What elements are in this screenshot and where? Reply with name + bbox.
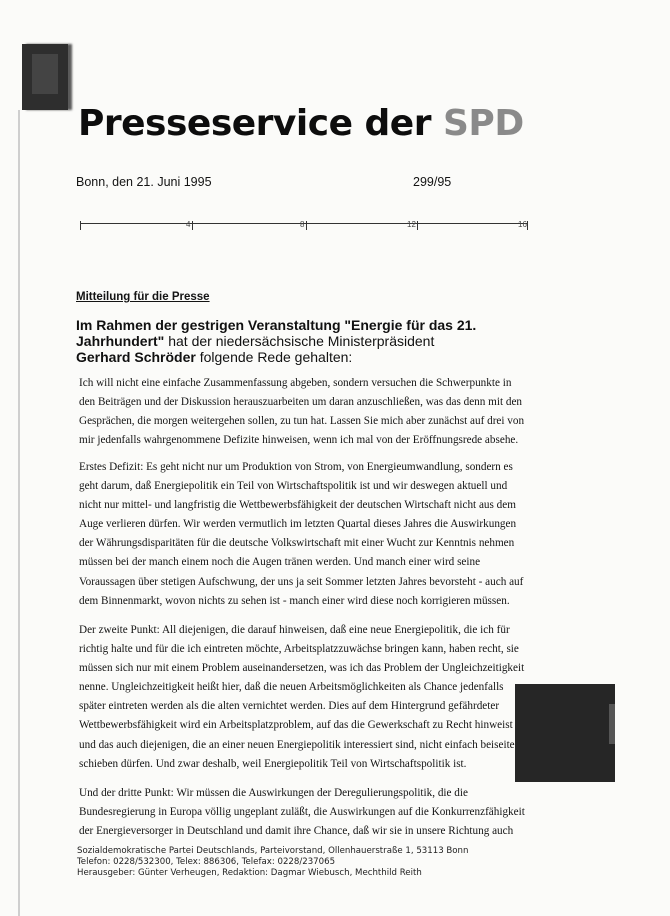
text-line: schieben dürfen. Und zwar deshalb, weil Energiepolitik Teil von Wirtschaftspolitik ist. [79,757,467,770]
lead-speaker: Gerhard Schröder [76,349,196,365]
text-line: müssen sich nur mit einem Problem auseinandersetzen, was ich das Problem der Ungleichzeitigkeit [79,662,525,675]
paragraph-2 [79,458,523,611]
text-line: mir jedenfalls wahrgenommene Defizite hinweisen, wenn ich mal von der Eröffnungsrede absehe. [79,434,519,447]
text-line: dem Binnenmarkt, wovon nichts zu sehen ist - manch einer wird diese noch korrigieren müssen. [79,594,510,607]
ruler-label: 4 [186,220,191,229]
paragraph-3 [79,621,524,774]
text-line: Wettbewerbsfähigkeit wird ein Arbeitsplatzproblem, auf das die Gewerkschaft zu Recht hinweist [79,719,513,732]
release-number: 299/95 [413,175,452,189]
text-line: geht darum, daß Energiepolitik ein Teil von Wirtschaftspolitik ist und wir deswegen aktuell und [79,480,508,493]
ruler-label: 8 [300,220,305,229]
text-line: später eintreten werden als die alten vernichtet werden. Dies auf dem Hintergrund gefährdeter [79,700,500,713]
ruler-label: 12 [407,220,416,229]
paragraph-4 [79,784,525,841]
paragraph-1 [79,374,524,450]
lead-line-2b: hat der niedersächsische Ministerpräsident [164,333,435,349]
party-name: SPD [443,103,524,144]
text-line: Erstes Defizit: Es geht nicht nur um Produktion von Strom, von Energieumwandlung, sondern es [79,461,513,473]
ruler-label: 16 [518,220,527,229]
footer-publisher: Herausgeber: Günter Verheugen, Redaktion: Dagmar Wiebusch, Mechthild Reith [77,868,422,878]
text-line: Bundesregierung in Europa völlig ungeplant zuläßt, die Auswirkungen auf die Konkurrenzfähigkeit [79,806,525,819]
text-line: Auge verlieren dürfen. Wir werden vermutlich im letzten Quartal dieses Jahres die Auswirkungen [79,518,517,531]
text-line: und das auch diejenigen, die an einer neuen Energiepolitik interessiert sind, nicht einfach beiseite [79,738,515,751]
ruler-tick [527,221,528,230]
text-line: Der zweite Punkt: All diejenigen, die darauf hinweisen, daß eine neue Energiepolitik, die ich für [79,624,510,636]
ruler-tick [192,221,193,230]
scan-edge [18,110,20,916]
text-line: der Energieversorger in Deutschland und damit ihre Chance, daß wir sie in unsere Richtung auch [79,825,514,838]
footer [77,846,468,879]
footer-address: Sozialdemokratische Partei Deutschlands, Parteivorstand, Ollenhauerstraße 1, 53113 Bonn [77,846,469,856]
letterhead-title: Presseservice der SPD [78,103,524,144]
lead-paragraph [76,317,496,365]
ruler-tick [80,221,81,230]
date-line: Bonn, den 21. Juni 1995 [76,175,212,189]
text-line: Voraussagen über stetigen Aufschwung, der uns ja seit Sommer letzten Jahres bevorsteht - auch auf [79,575,524,588]
text-line: Gesprächen, die morgen weitergehen sollen, zu tun hat. Lassen Sie mich aber zunächst auf drei von [79,415,525,428]
text-line: Ich will nicht eine einfache Zusammenfassung abgeben, sondern versuchen die Schwerpunkte in [79,377,512,389]
ruler [80,219,528,231]
text-line: den Beiträgen und der Diskussion herauszuarbeiten um daran anzuschließen, was das denn mit den [79,396,523,409]
ruler-tick [417,221,418,230]
text-line: Und der dritte Punkt: Wir müssen die Auswirkungen der Deregulierungspolitik, die die [79,787,468,799]
text-line: müssen bei der manch einem noch die Augen tränen werden. Und manch einer wird seine [79,556,481,569]
text-line: nicht nur mittel- und langfristig die Wettbewerbsfähigkeit der deutschen Wirtschaft nicht aus dem [79,499,516,512]
ruler-tick [306,221,307,230]
lead-line-3b: folgende Rede gehalten: [195,349,353,365]
lead-line-2a: Jahrhundert" [76,333,165,349]
press-notice-heading: Mitteilung für die Presse [76,291,210,303]
lead-line-1: Im Rahmen der gestrigen Veranstaltung "Energie für das 21. [76,317,477,333]
scan-artifact [22,44,68,110]
footer-contact: Telefon: 0228/532300, Telex: 886306, Telefax: 0228/237065 [77,857,336,867]
text-line: nenne. Ungleichzeitigkeit heißt hier, daß die neuen Arbeitsmöglichkeiten als Chance jedenfalls [79,681,504,694]
text-line: richtig halte und für die ich eintreten möchte, Arbeitsplatzzuwächse bringen kann, haben recht, sie [79,643,519,656]
text-line: der Währungsdisparitäten für die deutsche Volkswirtschaft mit einer Wucht zur Kenntnis nehmen [79,537,515,550]
scan-artifact [515,684,615,782]
